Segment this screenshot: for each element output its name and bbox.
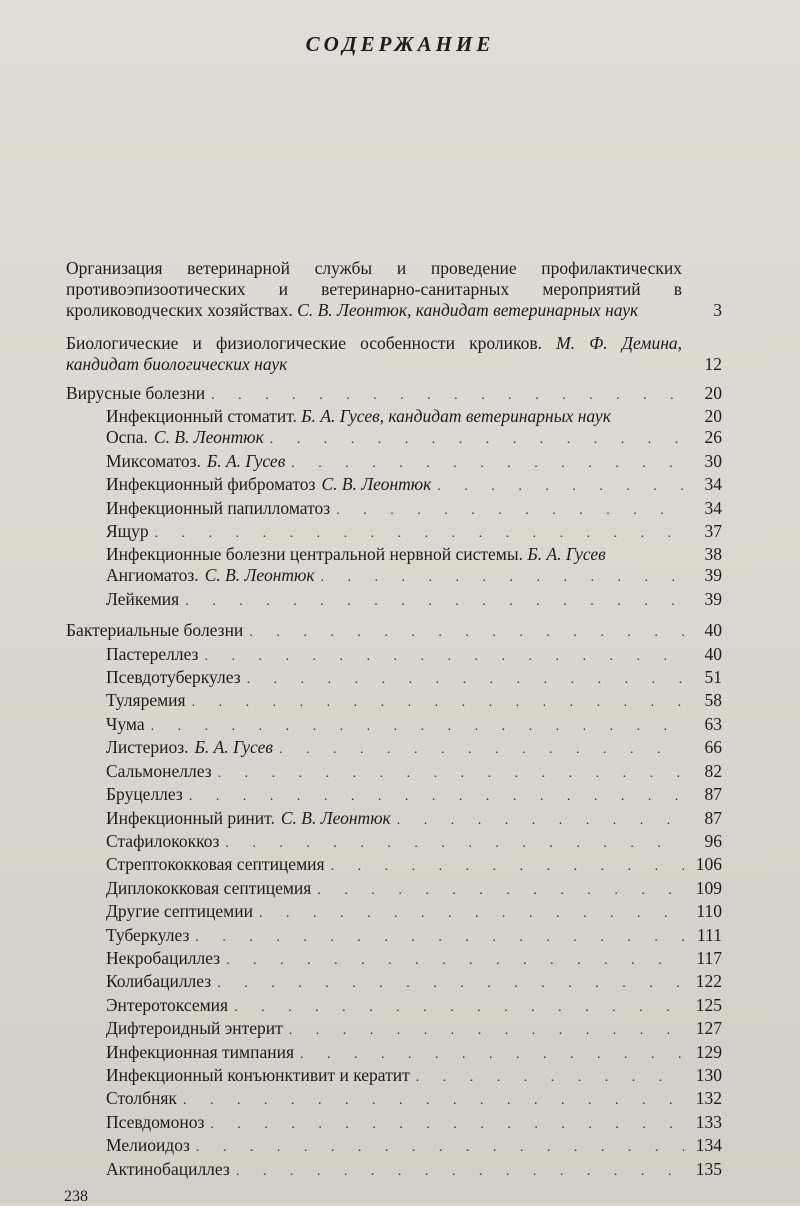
leader-dots (437, 476, 684, 497)
toc-entry[interactable] (66, 498, 722, 521)
entry-author: С. В. Леонтюк (280, 807, 391, 828)
entry-page: 117 (696, 947, 722, 968)
entry-author: Б. А. Гусев, кандидат ветеринарных наук (301, 406, 611, 427)
entry-author: С. В. Леонтюк, кандидат ветеринарных наук (297, 300, 639, 320)
entry-page: 130 (695, 1064, 722, 1085)
entry-page: 109 (695, 877, 722, 898)
leader-dots (155, 523, 684, 544)
toc-entry-cns[interactable] (66, 544, 722, 565)
toc-entry[interactable] (66, 995, 722, 1018)
entry-title: Другие септицемии (106, 901, 253, 922)
toc-entry[interactable] (66, 427, 722, 450)
section-title: Вирусные болезни (66, 383, 206, 403)
entry-title: Миксоматоз. (106, 450, 201, 471)
entry-page: 127 (695, 1018, 722, 1039)
toc-entry-organization[interactable] (66, 258, 722, 321)
entry-title: Инфекционный папилломатоз (106, 497, 331, 518)
entry-title: Энтеротоксемия (106, 994, 229, 1015)
leader-dots (291, 453, 684, 474)
entry-author: С. В. Леонтюк (321, 474, 432, 495)
entry-title: Мелиоидоз (106, 1135, 190, 1156)
entry-page: 125 (695, 994, 722, 1015)
entry-title: Сальмонеллез (106, 760, 212, 781)
toc-section-viral[interactable] (66, 383, 722, 406)
toc-entry[interactable] (66, 667, 722, 690)
entry-page: 66 (704, 737, 722, 758)
entry-page: 110 (696, 901, 722, 922)
entry-page: 122 (695, 971, 722, 992)
leader-dots (226, 950, 684, 971)
toc-entry[interactable] (66, 521, 722, 544)
entry-page: 132 (695, 1088, 722, 1109)
toc-entry[interactable] (66, 690, 722, 713)
toc-entry[interactable] (66, 878, 722, 901)
toc-entry[interactable] (66, 589, 722, 612)
entry-author: Б. А. Гусев (194, 737, 273, 758)
toc-entry[interactable] (66, 1042, 722, 1065)
leader-dots (279, 739, 684, 760)
entry-title: Актинобациллез (106, 1158, 230, 1179)
entry-title: Биологические и физиологические особенности кроликов. (66, 333, 542, 353)
leader-dots (289, 1020, 684, 1041)
toc-entry[interactable] (66, 1135, 722, 1158)
leader-dots (300, 1044, 684, 1065)
entry-page: 26 (704, 427, 722, 448)
toc-entry[interactable] (66, 784, 722, 807)
toc-entry[interactable] (66, 808, 722, 831)
entry-title: Лейкемия (106, 588, 180, 609)
leader-dots (217, 973, 684, 994)
leader-dots (259, 903, 684, 924)
toc-section-bacterial[interactable] (66, 620, 722, 643)
entry-title: Колибациллез (106, 971, 212, 992)
entry-title: Туляремия (106, 690, 186, 711)
toc-entry[interactable] (66, 901, 722, 924)
entry-title: Туберкулез (106, 924, 190, 945)
entry-page: 34 (704, 474, 722, 495)
toc-entry[interactable] (66, 1112, 722, 1135)
toc-entry-stomatitis[interactable] (66, 406, 722, 427)
entry-title: Инфекционный конъюнктивит и кератит (106, 1064, 410, 1085)
entry-page: 87 (704, 784, 722, 805)
entry-title: Некробациллез (106, 947, 221, 968)
entry-title: Инфекционный ринит. (106, 807, 275, 828)
entry-page: 129 (695, 1041, 722, 1062)
leader-dots (397, 810, 684, 831)
entry-title: Листериоз. (106, 737, 189, 758)
entry-author: С. В. Леонтюк (153, 427, 264, 448)
leader-dots (218, 763, 684, 784)
toc-entry[interactable] (66, 1159, 722, 1182)
leader-dots (204, 646, 684, 667)
entry-title: Псевдотуберкулез (106, 667, 241, 688)
entry-page: 39 (704, 565, 722, 586)
entry-page: 87 (704, 807, 722, 828)
entry-page: 63 (704, 713, 722, 734)
entry-page: 38 (704, 544, 722, 565)
leader-dots (416, 1067, 684, 1088)
entry-page: 111 (697, 924, 722, 945)
leader-dots (234, 997, 684, 1018)
entry-title: Инфекционный фиброматоз (106, 474, 316, 495)
entry-page: 30 (704, 450, 722, 471)
entry-title: Ангиоматоз. (106, 565, 199, 586)
toc-entry[interactable] (66, 714, 722, 737)
entry-page: 106 (695, 854, 722, 875)
toc-entry[interactable] (66, 854, 722, 877)
toc-entry[interactable] (66, 1018, 722, 1041)
entry-page: 96 (704, 830, 722, 851)
entry-title: Ящур (106, 521, 149, 542)
entry-page: 134 (695, 1135, 722, 1156)
leader-dots (151, 716, 684, 737)
leader-dots (225, 833, 684, 854)
leader-dots (270, 429, 684, 450)
entry-author: Б. А. Гусев (206, 450, 286, 471)
leader-dots (321, 567, 684, 588)
toc-entry[interactable] (66, 451, 722, 474)
leader-dots (317, 880, 684, 901)
entry-page: 3 (713, 300, 722, 320)
entry-title: Организация ветеринарной службы и проведение профилактических противоэпизоотических и ветеринарно-санитарных мероприятий в кролиководческих хозяйствах. (66, 258, 682, 320)
table-of-contents (66, 258, 722, 1182)
entry-author: М. Ф. Демина, кандидат биологических наук (66, 333, 683, 374)
entry-page: 40 (704, 643, 722, 664)
entry-page: 58 (704, 690, 722, 711)
entry-title: Дифтероидный энтерит (106, 1018, 283, 1039)
leader-dots (210, 1114, 684, 1135)
entry-page: 34 (704, 497, 722, 518)
entry-title: Стрептококковая септицемия (106, 854, 325, 875)
entry-page: 39 (704, 588, 722, 609)
entry-page: 82 (704, 760, 722, 781)
toc-entry[interactable] (66, 925, 722, 948)
leader-dots (196, 1137, 684, 1158)
entry-page: 12 (704, 354, 722, 374)
toc-entry[interactable] (66, 737, 722, 760)
entry-title: Псевдомоноз (106, 1111, 205, 1132)
toc-entry[interactable] (66, 1088, 722, 1111)
entry-title: Инфекционные болезни центральной нервной системы. (106, 544, 524, 565)
page-number: 238 (64, 1188, 88, 1205)
leader-dots (183, 1090, 684, 1111)
leader-dots (192, 692, 684, 713)
entry-title: Диплококковая септицемия (106, 877, 312, 898)
entry-title: Инфекционный стоматит. (106, 406, 297, 427)
section-title: Бактериальные болезни (66, 620, 244, 641)
toc-entry[interactable] (66, 1065, 722, 1088)
toc-entry[interactable] (66, 565, 722, 588)
leader-dots (189, 786, 684, 807)
entry-title: Бруцеллез (106, 784, 183, 805)
toc-entry[interactable] (66, 948, 722, 971)
entry-page: 51 (704, 667, 722, 688)
toc-entry[interactable] (66, 971, 722, 994)
toc-entry-biology[interactable] (66, 333, 722, 375)
entry-title: Пастереллез (106, 643, 199, 664)
leader-dots (336, 500, 684, 521)
entry-author: Б. А. Гусев (527, 544, 606, 565)
leader-dots (236, 1161, 684, 1182)
toc-entry[interactable] (66, 761, 722, 784)
entry-author: С. В. Леонтюк (204, 565, 315, 586)
leader-dots (331, 856, 684, 877)
entry-title: Столбняк (106, 1088, 177, 1109)
entry-title: Стафилококкоз (106, 830, 220, 851)
toc-entry[interactable] (66, 474, 722, 497)
entry-page: 40 (704, 620, 722, 641)
page-title: СОДЕРЖАНИЕ (305, 32, 495, 56)
leader-dots (247, 669, 684, 690)
entry-page: 20 (704, 383, 722, 403)
entry-page: 37 (704, 521, 722, 542)
entry-page: 133 (695, 1111, 722, 1132)
entry-page: 20 (704, 406, 722, 427)
leader-dots (185, 591, 684, 612)
toc-entry[interactable] (66, 644, 722, 667)
entry-page: 135 (695, 1158, 722, 1179)
entry-title: Инфекционная тимпания (106, 1041, 295, 1062)
toc-entry[interactable] (66, 831, 722, 854)
entry-title: Оспа. (106, 427, 148, 448)
entry-title: Чума (106, 713, 145, 734)
leader-dots (195, 927, 684, 948)
